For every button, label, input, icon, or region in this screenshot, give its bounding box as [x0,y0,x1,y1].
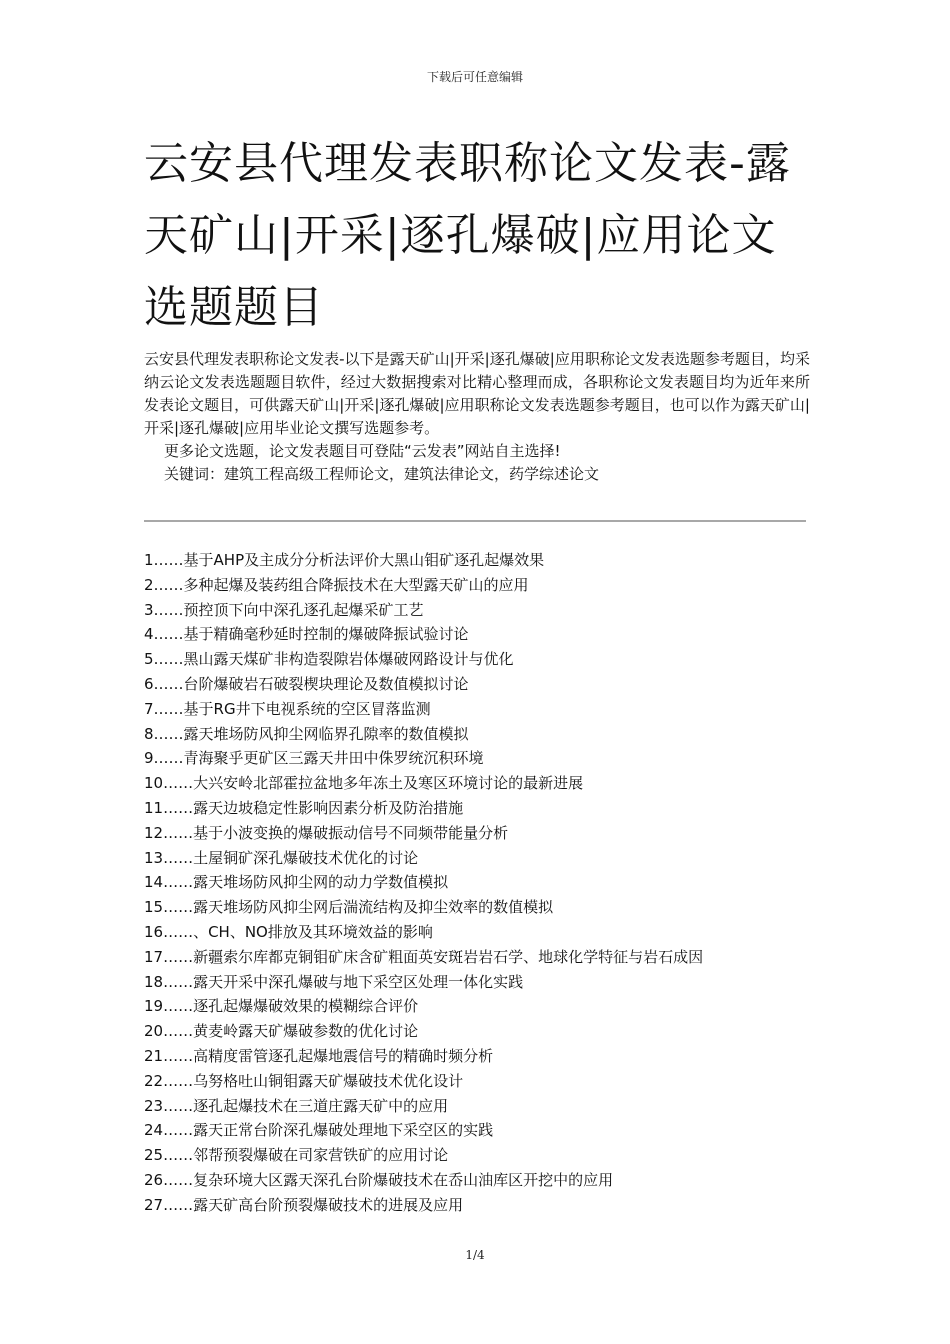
topic-item: 7……基于RG井下电视系统的空区冒落监测 [144,699,431,718]
topic-item: 5……黑山露天煤矿非构造裂隙岩体爆破网路设计与优化 [144,650,514,669]
topic-item: 3……预控顶下向中深孔逐孔起爆采矿工艺 [144,600,424,619]
topic-item: 16……、CH、NO排放及其环境效益的影响 [144,922,433,941]
topic-item: 20……黄麦岭露天矿爆破参数的优化讨论 [144,1022,419,1041]
topic-item: 22……乌努格吐山铜钼露天矿爆破技术优化设计 [144,1071,464,1090]
topic-item: 27……露天矿高台阶预裂爆破技术的进展及应用 [144,1195,464,1214]
topic-item: 12……基于小波变换的爆破振动信号不同频带能量分析 [144,823,509,842]
topic-item: 8……露天堆场防风抑尘网临界孔隙率的数值模拟 [144,724,469,743]
topic-item: 10……大兴安岭北部霍拉盆地多年冻土及寒区环境讨论的最新进展 [144,774,584,793]
topic-item: 9……青海聚乎更矿区三露天井田中侏罗统沉积环境 [144,749,484,768]
topic-item: 18……露天开采中深孔爆破与地下采空区处理一体化实践 [144,972,524,991]
topic-item: 17……新疆索尔库都克铜钼矿床含矿粗面英安斑岩岩石学、地球化学特征与岩石成因 [144,947,704,966]
topic-item: 2……多种起爆及装药组合降振技术在大型露天矿山的应用 [144,575,529,594]
topic-item: 13……土屋铜矿深孔爆破技术优化的讨论 [144,848,419,867]
intro-paragraph: 云安县代理发表职称论文发表-以下是露天矿山|开采|逐孔爆破|应用职称论文发表选题参考题目，均采纳云论文发表选题题目软件，经过大数据搜索对比精心整理而成，各职称论文发表题目均为近年来所发表论文题目，可供露天矿山|开采|逐孔爆破|应用职称论文发表选题参考题目，也可以作为露天矿山|开采|逐孔爆破|应用毕业论文撰写选题参考。 [144,350,810,437]
topic-item: 6……台阶爆破岩石破裂楔块理论及数值模拟讨论 [144,674,469,693]
intro-section [144,348,810,486]
topic-item: 24……露天正常台阶深孔爆破处理地下采空区的实践 [144,1121,494,1140]
topic-item: 4……基于精确毫秒延时控制的爆破降振试验讨论 [144,625,469,644]
topic-item: 14……露天堆场防风抑尘网的动力学数值模拟 [144,873,449,892]
section-divider [144,520,806,522]
topic-item: 11……露天边坡稳定性影响因素分析及防治措施 [144,798,464,817]
header-note: 下载后可任意编辑 [426,70,523,84]
topic-item: 23……逐孔起爆技术在三道庄露天矿中的应用 [144,1096,449,1115]
topic-item: 21……高精度雷管逐孔起爆地震信号的精确时频分析 [144,1046,494,1065]
topic-item: 19……逐孔起爆爆破效果的模糊综合评价 [144,997,419,1016]
page-number: 1/4 [465,1248,485,1262]
topic-item: 1……基于AHP及主成分分析法评价大黑山钼矿逐孔起爆效果 [144,551,545,569]
keywords-line: 关键词：建筑工程高级工程师论文，建筑法律论文，药学综述论文 [164,465,600,483]
topic-item: 25……邻帮预裂爆破在司家营铁矿的应用讨论 [144,1146,449,1165]
document-title: 云安县代理发表职称论文发表-露天矿山|开采|逐孔爆破|应用论文选题题目 [144,138,791,333]
more-topics-note: 更多论文选题，论文发表题目可登陆“云发表”网站自主选择! [164,442,561,460]
topic-list [144,548,810,1218]
topic-item: 26……复杂环境大区露天深孔台阶爆破技术在岙山油库区开挖中的应用 [144,1170,614,1189]
topic-item: 15……露天堆场防风抑尘网后湍流结构及抑尘效率的数值模拟 [144,898,554,917]
